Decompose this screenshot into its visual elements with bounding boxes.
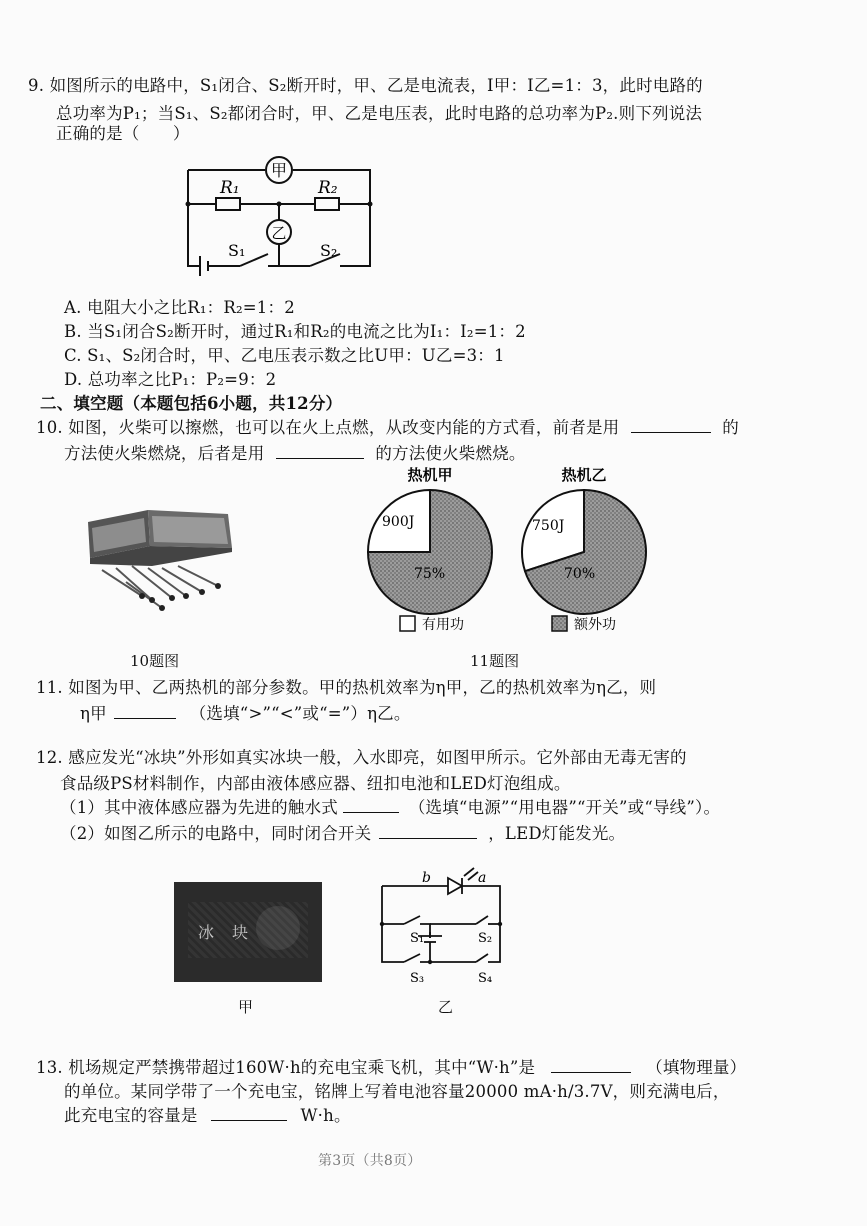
q9-circuit-diagram xyxy=(180,148,380,276)
q12-photo-caption: 甲 xyxy=(238,998,254,1016)
q11-line1: 11. 如图为甲、乙两热机的部分参数。甲的热机效率为η甲，乙的热机效率为η乙，则 xyxy=(36,678,657,697)
q10-line2 xyxy=(64,440,526,464)
q13-text-3b: W·h。 xyxy=(300,1106,351,1125)
engine-jia-title: 热机甲 xyxy=(407,466,453,484)
q10-text-1a: 10. 如图，火柴可以擦燃，也可以在火上点燃，从改变内能的方式看，前者是用 xyxy=(36,418,620,437)
q9-line1: 9. 如图所示的电路中，S₁闭合、S₂断开时，甲、乙是电流表，I甲：I乙=1：3，此时电路的 xyxy=(28,76,703,95)
q12-line1: 12. 感应发光“冰块”外形如真实冰块一般，入水即亮，如图甲所示。它外部由无毒无害的 xyxy=(36,748,687,767)
q9-line2: 总功率为P₁；当S₁、S₂都闭合时，甲、乙是电压表，此时电路的总功率为P₂.则下列说法 xyxy=(56,104,703,123)
q11-line2 xyxy=(80,700,411,724)
led-terminal-b: b xyxy=(422,870,431,886)
q9-r1-label: R₁ xyxy=(220,178,240,198)
switch-s1-label: S₁ xyxy=(410,931,425,946)
q10-figure-caption: 10题图 xyxy=(130,652,180,670)
q11-blank[interactable] xyxy=(114,704,176,719)
matchbox-image xyxy=(82,508,252,620)
q13-line1 xyxy=(36,1054,746,1078)
engine-yi-useful-label: 750J xyxy=(532,518,565,534)
q9-s2-label: S₂ xyxy=(320,241,338,260)
q12-text-1b: （选填“电源”“用电器”“开关”或“导线”）。 xyxy=(408,798,721,817)
legend-extra-label: 额外功 xyxy=(574,617,616,633)
engine-jia-useful-label: 900J xyxy=(382,514,415,530)
q12-text-1a: （1）其中液体感应器为先进的触水式 xyxy=(60,798,338,817)
q9-option-a: A. 电阻大小之比R₁：R₂=1：2 xyxy=(64,298,295,317)
engine-yi-extra-label: 70% xyxy=(564,566,596,582)
ice-cube-photo xyxy=(174,882,322,982)
section-2-title: 二、填空题（本题包括6小题，共12分） xyxy=(40,394,343,413)
q10-text-2b: 的方法使火柴燃烧。 xyxy=(375,444,526,463)
engine-yi-title: 热机乙 xyxy=(561,466,607,485)
page-footer: 第3页（共8页） xyxy=(318,1153,422,1169)
q9-meter-yi-label: 乙 xyxy=(271,224,287,242)
engine-jia-extra-label: 75% xyxy=(414,566,446,582)
switch-s3-label: S₃ xyxy=(410,971,425,986)
q11-text-2b: （选填“>”“<”或“=”）η乙。 xyxy=(189,704,411,723)
switch-s2-label: S₂ xyxy=(478,931,493,946)
q9-line3: 正确的是（ ） xyxy=(56,124,190,143)
engine-yi-pie xyxy=(522,490,646,614)
q13-blank-2[interactable] xyxy=(211,1106,287,1121)
q12-blank-2[interactable] xyxy=(379,824,477,839)
q10-line1 xyxy=(36,414,739,438)
q9-meter-jia-label: 甲 xyxy=(270,161,288,180)
switch-s4-label: S₄ xyxy=(478,971,493,986)
q9-s1-label: S₁ xyxy=(228,241,246,260)
q12-sub2 xyxy=(60,820,625,844)
q12-line2: 食品级PS材料制作，内部由液体感应器、纽扣电池和LED灯泡组成。 xyxy=(60,774,571,793)
q10-text-1b: 的 xyxy=(722,418,739,437)
q9-option-d: D. 总功率之比P₁：P₂=9：2 xyxy=(64,370,277,389)
engine-jia-pie xyxy=(368,490,492,614)
legend-useful-label: 有用功 xyxy=(422,617,464,633)
ice-cube-photo-text: 冰块 xyxy=(198,923,267,942)
q12-sub1 xyxy=(60,794,720,818)
led-terminal-a: a xyxy=(478,870,487,886)
q9-option-b: B. 当S₁闭合S₂断开时，通过R₁和R₂的电流之比为I₁：I₂=1：2 xyxy=(64,322,526,341)
q9-r2-label: R₂ xyxy=(318,178,338,198)
q11-figure-caption: 11题图 xyxy=(470,652,520,670)
q13-text-1b: （填物理量） xyxy=(646,1058,747,1077)
q13-text-1a: 13. 机场规定严禁携带超过160W·h的充电宝乘飞机，其中“W·h”是 xyxy=(36,1058,536,1077)
q10-text-2a: 方法使火柴燃烧，后者是用 xyxy=(64,444,265,463)
q12-circuit-caption: 乙 xyxy=(438,998,454,1016)
q13-text-3a: 此充电宝的容量是 xyxy=(64,1106,198,1125)
q12-text-2a: （2）如图乙所示的电路中，同时闭合开关 xyxy=(60,824,372,843)
q12-text-2b: ，LED灯能发光。 xyxy=(488,824,626,843)
q11-pie-charts xyxy=(360,466,660,642)
legend-useful-swatch xyxy=(400,616,415,631)
q10-blank-2[interactable] xyxy=(276,444,364,459)
q12-blank-1[interactable] xyxy=(343,798,399,813)
q10-blank-1[interactable] xyxy=(631,418,711,433)
q13-blank-1[interactable] xyxy=(551,1058,631,1073)
q12-led-circuit xyxy=(370,866,510,992)
q9-option-c: C. S₁、S₂闭合时，甲、乙电压表示数之比U甲：U乙=3：1 xyxy=(64,346,505,365)
legend-extra-swatch xyxy=(552,616,567,631)
q13-line3 xyxy=(64,1102,351,1126)
q11-text-2a: η甲 xyxy=(80,704,107,723)
q13-line2: 的单位。某同学带了一个充电宝，铭牌上写着电池容量20000 mA·h/3.7V，则充满电后， xyxy=(64,1082,730,1101)
